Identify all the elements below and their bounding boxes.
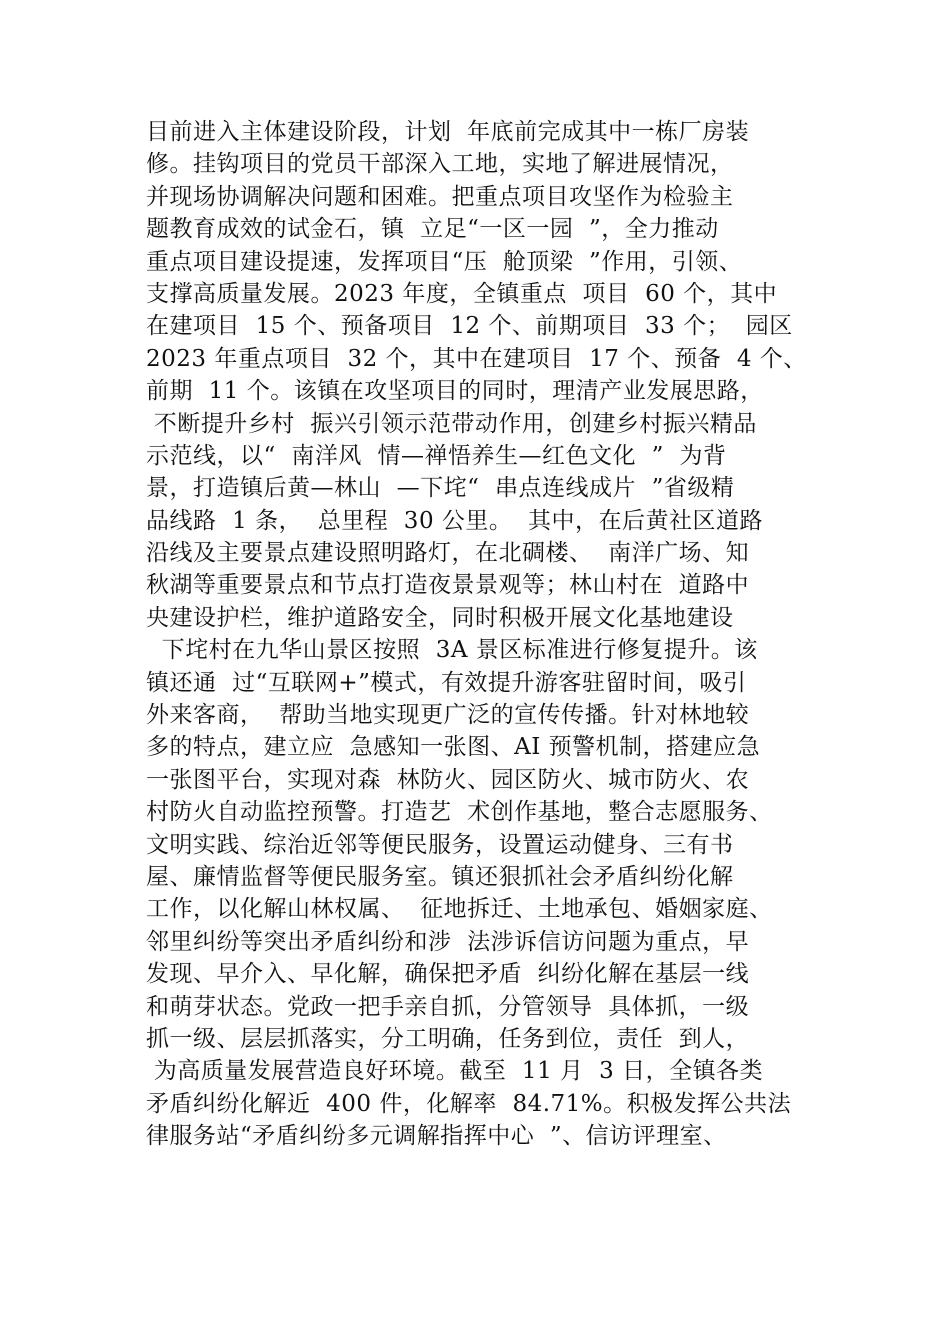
text-line: 外来客商， 帮助当地实现更广泛的宣传传播。针对林地较: [146, 702, 750, 729]
text-line: 2023 年重点项目 32 个，其中在建项目 17 个、预备 4 个、: [146, 345, 807, 372]
text-line: 在建项目 15 个、预备项目 12 个、前期项目 33 个； 园区: [146, 313, 793, 340]
text-line: 沿线及主要景点建设照明路灯，在北碉楼、 南洋广场、知: [146, 540, 750, 567]
text-line: 目前进入主体建设阶段，计划 年底前完成其中一栋厂房装: [146, 119, 750, 145]
text-line: 秋湖等重要景点和节点打造夜景景观等；林山村在 道路中: [146, 572, 750, 599]
text-line: 修。挂钩项目的党员干部深入工地，实地了解进展情况，: [146, 151, 734, 178]
text-line: 支撑高质量发展。2023 年度，全镇重点 项目 60 个，其中: [146, 280, 778, 307]
text-line: 重点项目建设提速，发挥项目“压 舱顶梁 ”作用，引领、: [146, 248, 743, 275]
text-line: 发现、早介入、早化解，确保把矛盾 纠纷化解在基层一线: [146, 961, 750, 988]
text-line: 矛盾纠纷化解近 400 件，化解率 84.71%。积极发挥公共法: [146, 1090, 792, 1117]
text-line: 抓一级、层层抓落实，分工明确，任务到位，责任 到人，: [146, 1025, 750, 1052]
text-line: 律服务站“矛盾纠纷多元调解指挥中心 ”、信访评理室、: [146, 1123, 727, 1150]
text-line: 示范线，以“ 南洋风 情—禅悟养生—红色文化 ” 为背: [146, 442, 727, 469]
text-line: 邻里纠纷等突出矛盾纠纷和涉 法涉诉信访问题为重点，早: [146, 928, 750, 955]
text-line: 村防火自动监控预警。打造艺 术创作基地，整合志愿服务、: [146, 799, 773, 826]
text-line: 工作，以化解山林权属、 征地拆迁、土地承包、婚姻家庭、: [146, 896, 773, 923]
text-line: 一张图平台，实现对森 林防火、园区防火、城市防火、农: [146, 766, 750, 793]
text-line: 不断提升乡村 振兴引领示范带动作用，创建乡村振兴精品: [146, 410, 757, 437]
text-line: 品线路 1 条， 总里程 30 公里。 其中，在后黄社区道路: [146, 507, 764, 534]
text-line: 央建设护栏，维护道路安全，同时积极开展文化基地建设: [146, 604, 734, 631]
text-line: 屋、廉情监督等便民服务室。镇还狠抓社会矛盾纠纷化解: [146, 863, 734, 890]
text-line: 并现场协调解决问题和困难。把重点项目攻坚作为检验主: [146, 183, 734, 210]
text-line: 景，打造镇后黄—林山 —下垞“ 串点连线成片 ”省级精: [146, 475, 735, 502]
text-line: 前期 11 个。该镇在攻坚项目的同时，理清产业发展思路，: [146, 378, 764, 405]
text-line: 为高质量发展营造良好环境。截至 11 月 3 日，全镇各类: [146, 1058, 764, 1085]
text-line: 题教育成效的试金石，镇 立足“一区一园 ”，全力推动: [146, 216, 719, 243]
text-line: 和萌芽状态。党政一把手亲自抓，分管领导 具体抓，一级: [146, 993, 750, 1020]
text-line: 下垞村在九华山景区按照 3A 景区标准进行修复提升。该: [146, 637, 758, 664]
body-text: [146, 116, 826, 1153]
text-line: 镇还通 过“互联网+”模式，有效提升游客驻留时间，吸引: [146, 669, 747, 696]
text-line: 文明实践、综治近邻等便民服务，设置运动健身、三有书: [146, 831, 734, 858]
text-line: 多的特点，建立应 急感知一张图、AI 预警机制，搭建应急: [146, 734, 761, 761]
